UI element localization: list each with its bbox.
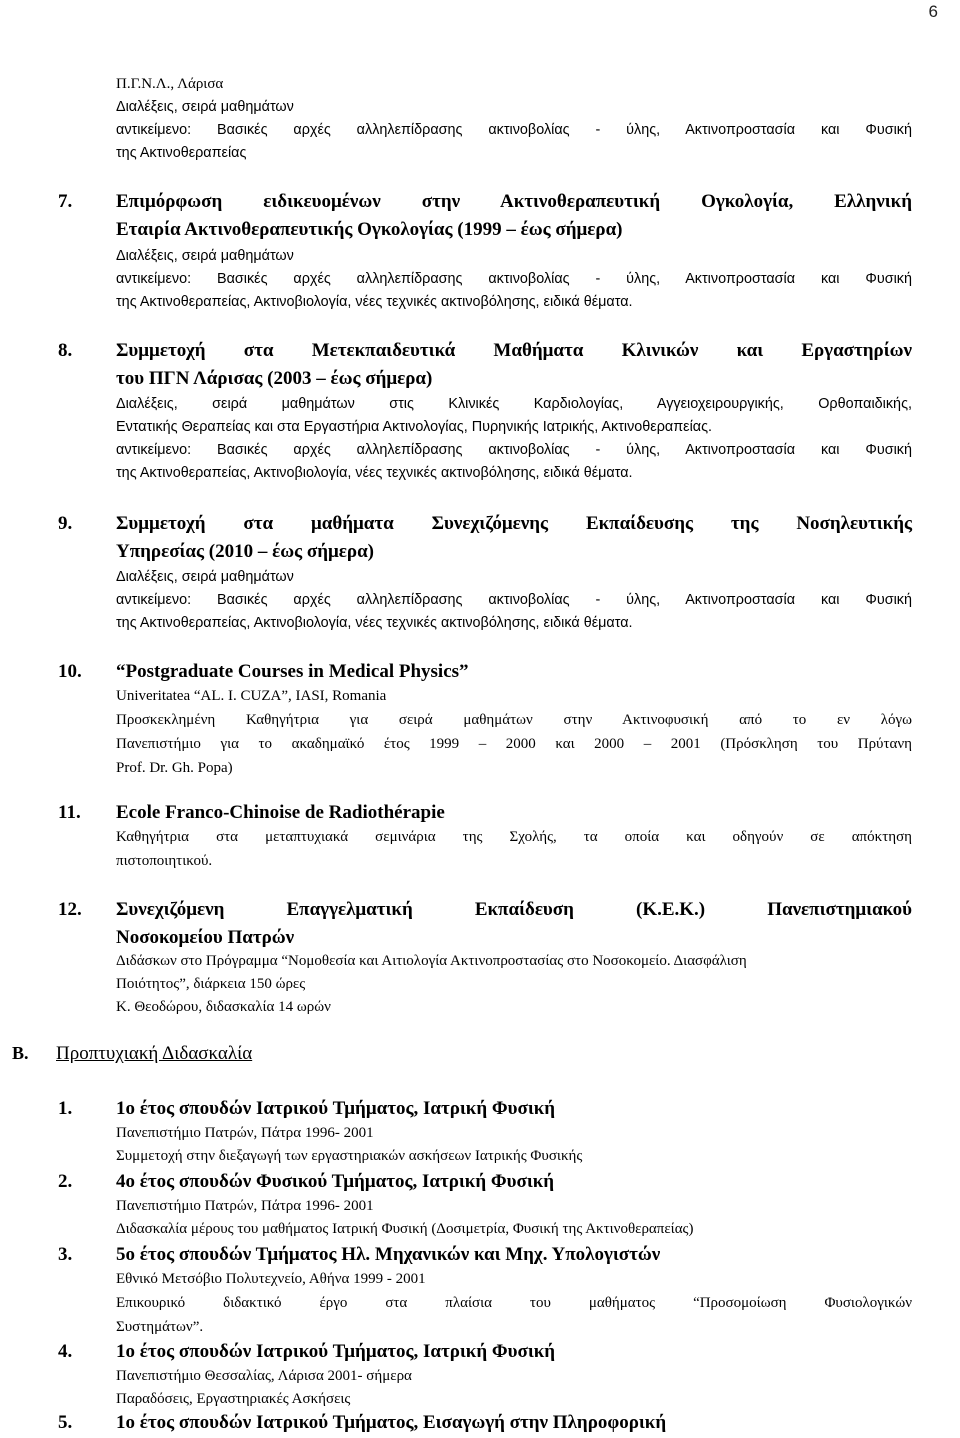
item-9-title-line1: Συμμετοχή στα μαθήματα Συνεχιζόμενης Εκπαίδευσης της Νοσηλευτικής bbox=[116, 513, 912, 534]
under-5-number: 5. bbox=[58, 1412, 73, 1433]
item-7-title-line1: Επιμόρφωση ειδικευομένων στην Ακτινοθεραπευτική Ογκολογία, Ελληνική bbox=[116, 191, 912, 212]
under-4-line1: Πανεπιστήμιο Θεσσαλίας, Λάρισα 2001- σήμερα bbox=[116, 1368, 412, 1384]
intro-place: Π.Γ.Ν.Λ., Λάρισα bbox=[116, 76, 224, 92]
intro-object-line2: της Ακτινοθεραπείας bbox=[116, 145, 247, 161]
item-8-line3: αντικείμενο: Βασικές αρχές αλληλεπίδρασης ακτινοβολίας - ύλης, Ακτινοπροστασία και Φυσική bbox=[116, 442, 912, 458]
item-12-line3: Κ. Θεοδώρου, διδασκαλία 14 ωρών bbox=[116, 999, 331, 1015]
item-10-line3: Πανεπιστήμιο για το ακαδημαϊκό έτος 1999 – 2000 και 2000 – 2001 (Πρόσκληση του Πρύτανη bbox=[116, 736, 912, 752]
item-8-line2: Εντατικής Θεραπείας και στα Εργαστήρια Ακτινολογίας, Πυρηνικής Ιατρικής, Ακτινοθεραπείας. bbox=[116, 419, 713, 435]
intro-lectures: Διαλέξεις, σειρά μαθημάτων bbox=[116, 99, 294, 115]
under-3-line1: Εθνικό Μετσόβιο Πολυτεχνείο, Αθήνα 1999 - 2001 bbox=[116, 1271, 426, 1287]
under-1-line2: Συμμετοχή στην διεξαγωγή των εργαστηριακών ασκήσεων Ιατρικής Φυσικής bbox=[116, 1148, 583, 1164]
item-7-number: 7. bbox=[58, 191, 73, 212]
item-11-number: 11. bbox=[58, 802, 81, 823]
item-7-line1: Διαλέξεις, σειρά μαθημάτων bbox=[116, 248, 294, 264]
under-1-number: 1. bbox=[58, 1098, 73, 1119]
item-12-number: 12. bbox=[58, 899, 82, 920]
under-3-line3: Συστημάτων”. bbox=[116, 1319, 204, 1335]
item-11-line1: Καθηγήτρια στα μεταπτυχιακά σεμινάρια της Σχολής, τα οποία και οδηγούν σε απόκτηση bbox=[116, 829, 912, 845]
item-10-title: “Postgraduate Courses in Medical Physics” bbox=[116, 661, 469, 682]
item-9-line3: της Ακτινοθεραπείας, Ακτινοβιολογία, νέες τεχνικές ακτινοβόλησης, ειδικά θέματα. bbox=[116, 615, 633, 631]
item-9-title-line2: Υπηρεσίας (2010 – έως σήμερα) bbox=[116, 541, 375, 562]
item-8-line4: της Ακτινοθεραπείας, Ακτινοβιολογία, νέες τεχνικές ακτινοβόλησης, ειδικά θέματα. bbox=[116, 465, 633, 481]
intro-object-line1: αντικείμενο: Βασικές αρχές αλληλεπίδρασης ακτινοβολίας - ύλης, Ακτινοπροστασία και Φυσική bbox=[116, 122, 912, 138]
under-1-line1: Πανεπιστήμιο Πατρών, Πάτρα 1996- 2001 bbox=[116, 1125, 374, 1141]
item-11-title: Ecole Franco-Chinoise de Radiothérapie bbox=[116, 802, 445, 823]
section-b-letter: B. bbox=[12, 1043, 29, 1063]
item-10-line4: Prof. Dr. Gh. Popa) bbox=[116, 760, 233, 776]
under-5-title: 1ο έτος σπουδών Ιατρικού Τμήματος, Εισαγωγή στην Πληροφορική bbox=[116, 1412, 667, 1433]
item-8-number: 8. bbox=[58, 340, 73, 361]
under-2-line2: Διδασκαλία μέρους του μαθήματος Ιατρική Φυσική (Δοσιμετρία, Φυσική της Ακτινοθεραπείας) bbox=[116, 1221, 694, 1237]
under-2-number: 2. bbox=[58, 1171, 73, 1192]
item-9-number: 9. bbox=[58, 513, 73, 534]
item-7-line2: αντικείμενο: Βασικές αρχές αλληλεπίδρασης ακτινοβολίας - ύλης, Ακτινοπροστασία και Φυσική bbox=[116, 271, 912, 287]
under-3-line2: Επικουρικό διδακτικό έργο στα πλαίσια του μαθήματος “Προσομοίωση Φυσιολογικών bbox=[116, 1295, 912, 1311]
under-4-number: 4. bbox=[58, 1341, 73, 1362]
page-number: 6 bbox=[928, 2, 938, 21]
item-8-title-line2: του ΠΓΝ Λάρισας (2003 – έως σήμερα) bbox=[116, 368, 433, 389]
item-9-line1: Διαλέξεις, σειρά μαθημάτων bbox=[116, 569, 294, 585]
under-2-title: 4ο έτος σπουδών Φυσικού Τμήματος, Ιατρική Φυσική bbox=[116, 1171, 555, 1192]
item-12-title-line1: Συνεχιζόμενη Επαγγελματική Εκπαίδευση (Κ.Ε.Κ.) Πανεπιστημιακού bbox=[116, 899, 912, 920]
item-8-title-line1: Συμμετοχή στα Μετεκπαιδευτικά Μαθήματα Κλινικών και Εργαστηρίων bbox=[116, 340, 912, 361]
item-11-line2: πιστοποιητικού. bbox=[116, 853, 213, 869]
item-12-title-line2: Νοσοκομείου Πατρών bbox=[116, 927, 295, 948]
under-1-title: 1ο έτος σπουδών Ιατρικού Τμήματος, Ιατρική Φυσική bbox=[116, 1098, 556, 1119]
item-7-title-line2: Εταιρία Ακτινοθεραπευτικής Ογκολογίας (1999 – έως σήμερα) bbox=[116, 219, 623, 240]
under-3-number: 3. bbox=[58, 1244, 73, 1265]
item-8-line1: Διαλέξεις, σειρά μαθημάτων στις Κλινικές Καρδιολογίας, Αγγειοχειρουργικής, Ορθοπαιδικής, bbox=[116, 396, 912, 412]
under-3-title: 5ο έτος σπουδών Τμήματος Ηλ. Μηχανικών και Μηχ. Υπολογιστών bbox=[116, 1244, 661, 1265]
section-b-title: Προπτυχιακή Διδασκαλία bbox=[56, 1043, 253, 1064]
under-4-line2: Παραδόσεις, Εργαστηριακές Ασκήσεις bbox=[116, 1391, 351, 1407]
item-10-line2: Προσκεκλημένη Καθηγήτρια για σειρά μαθημάτων στην Ακτινοφυσική από το εν λόγω bbox=[116, 712, 912, 728]
item-10-line1: Univeritatea “AL. I. CUZA”, IASI, Romania bbox=[116, 688, 387, 704]
item-10-number: 10. bbox=[58, 661, 82, 682]
item-7-line3: της Ακτινοθεραπείας, Ακτινοβιολογία, νέες τεχνικές ακτινοβόλησης, ειδικά θέματα. bbox=[116, 294, 633, 310]
under-2-line1: Πανεπιστήμιο Πατρών, Πάτρα 1996- 2001 bbox=[116, 1198, 374, 1214]
under-4-title: 1ο έτος σπουδών Ιατρικού Τμήματος, Ιατρική Φυσική bbox=[116, 1341, 556, 1362]
item-12-line2: Ποιότητος”, διάρκεια 150 ώρες bbox=[116, 976, 306, 992]
item-12-line1: Διδάσκων στο Πρόγραμμα “Νομοθεσία και Αιτιολογία Ακτινοπροστασίας στο Νοσοκομείο. Διασφάλιση bbox=[116, 953, 747, 969]
item-9-line2: αντικείμενο: Βασικές αρχές αλληλεπίδρασης ακτινοβολίας - ύλης, Ακτινοπροστασία και Φυσική bbox=[116, 592, 912, 608]
